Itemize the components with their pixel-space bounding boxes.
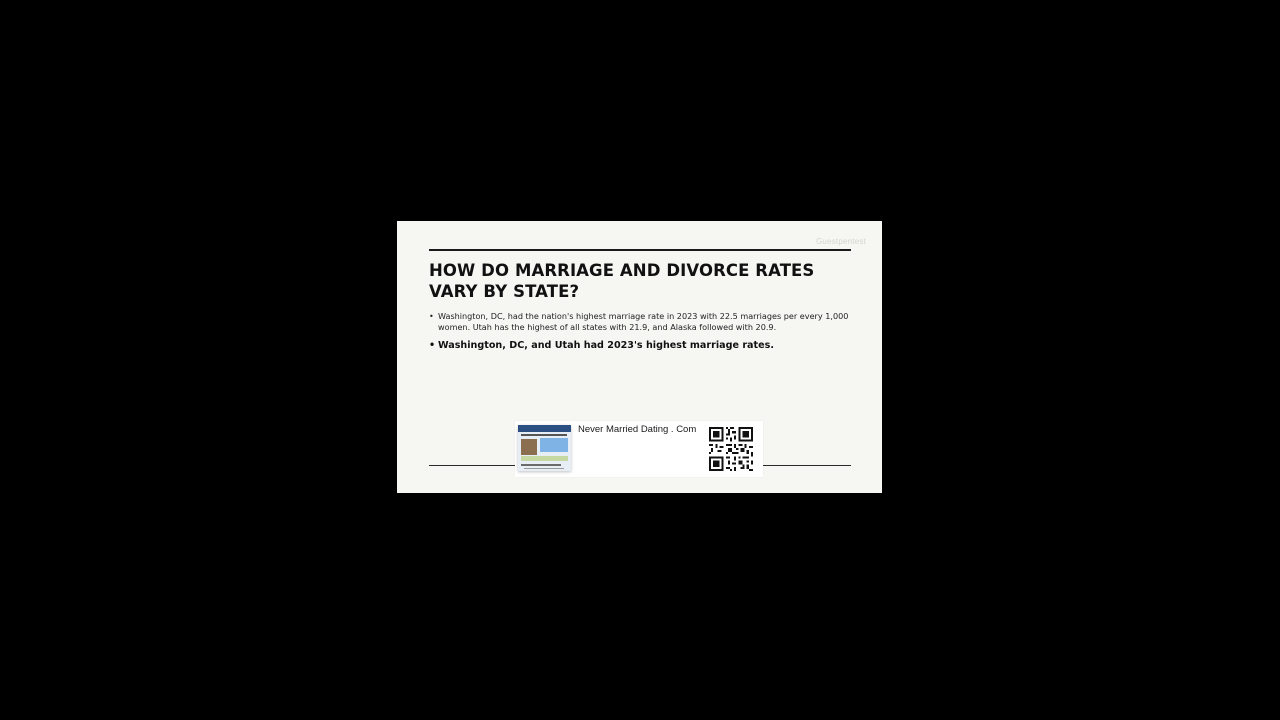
bullet-item xyxy=(429,311,849,333)
presentation-slide xyxy=(397,221,882,493)
bullet-list xyxy=(429,311,849,352)
top-divider xyxy=(429,249,851,251)
ad-banner[interactable] xyxy=(515,421,763,477)
bullet-point-icon: • xyxy=(429,340,436,351)
ad-label[interactable]: Never Married Dating . Com xyxy=(578,424,697,435)
bullet-point-icon: • xyxy=(429,311,434,321)
qr-code-icon[interactable] xyxy=(709,427,753,471)
website-screenshot-thumbnail[interactable] xyxy=(518,425,571,471)
bullet-text: Washington, DC, had the nation's highest marriage rate in 2023 with 22.5 marriages per every 1,000 women. Utah has the highest of all states with 21.9, and Alaska followed with 20.9. xyxy=(438,311,849,332)
bullet-item xyxy=(429,340,849,352)
slide-title: HOW DO MARRIAGE AND DIVORCE RATES VARY BY STATE? xyxy=(429,261,815,301)
bullet-text: Washington, DC, and Utah had 2023's highest marriage rates. xyxy=(438,340,774,351)
watermark: Guestpentest xyxy=(816,237,866,246)
